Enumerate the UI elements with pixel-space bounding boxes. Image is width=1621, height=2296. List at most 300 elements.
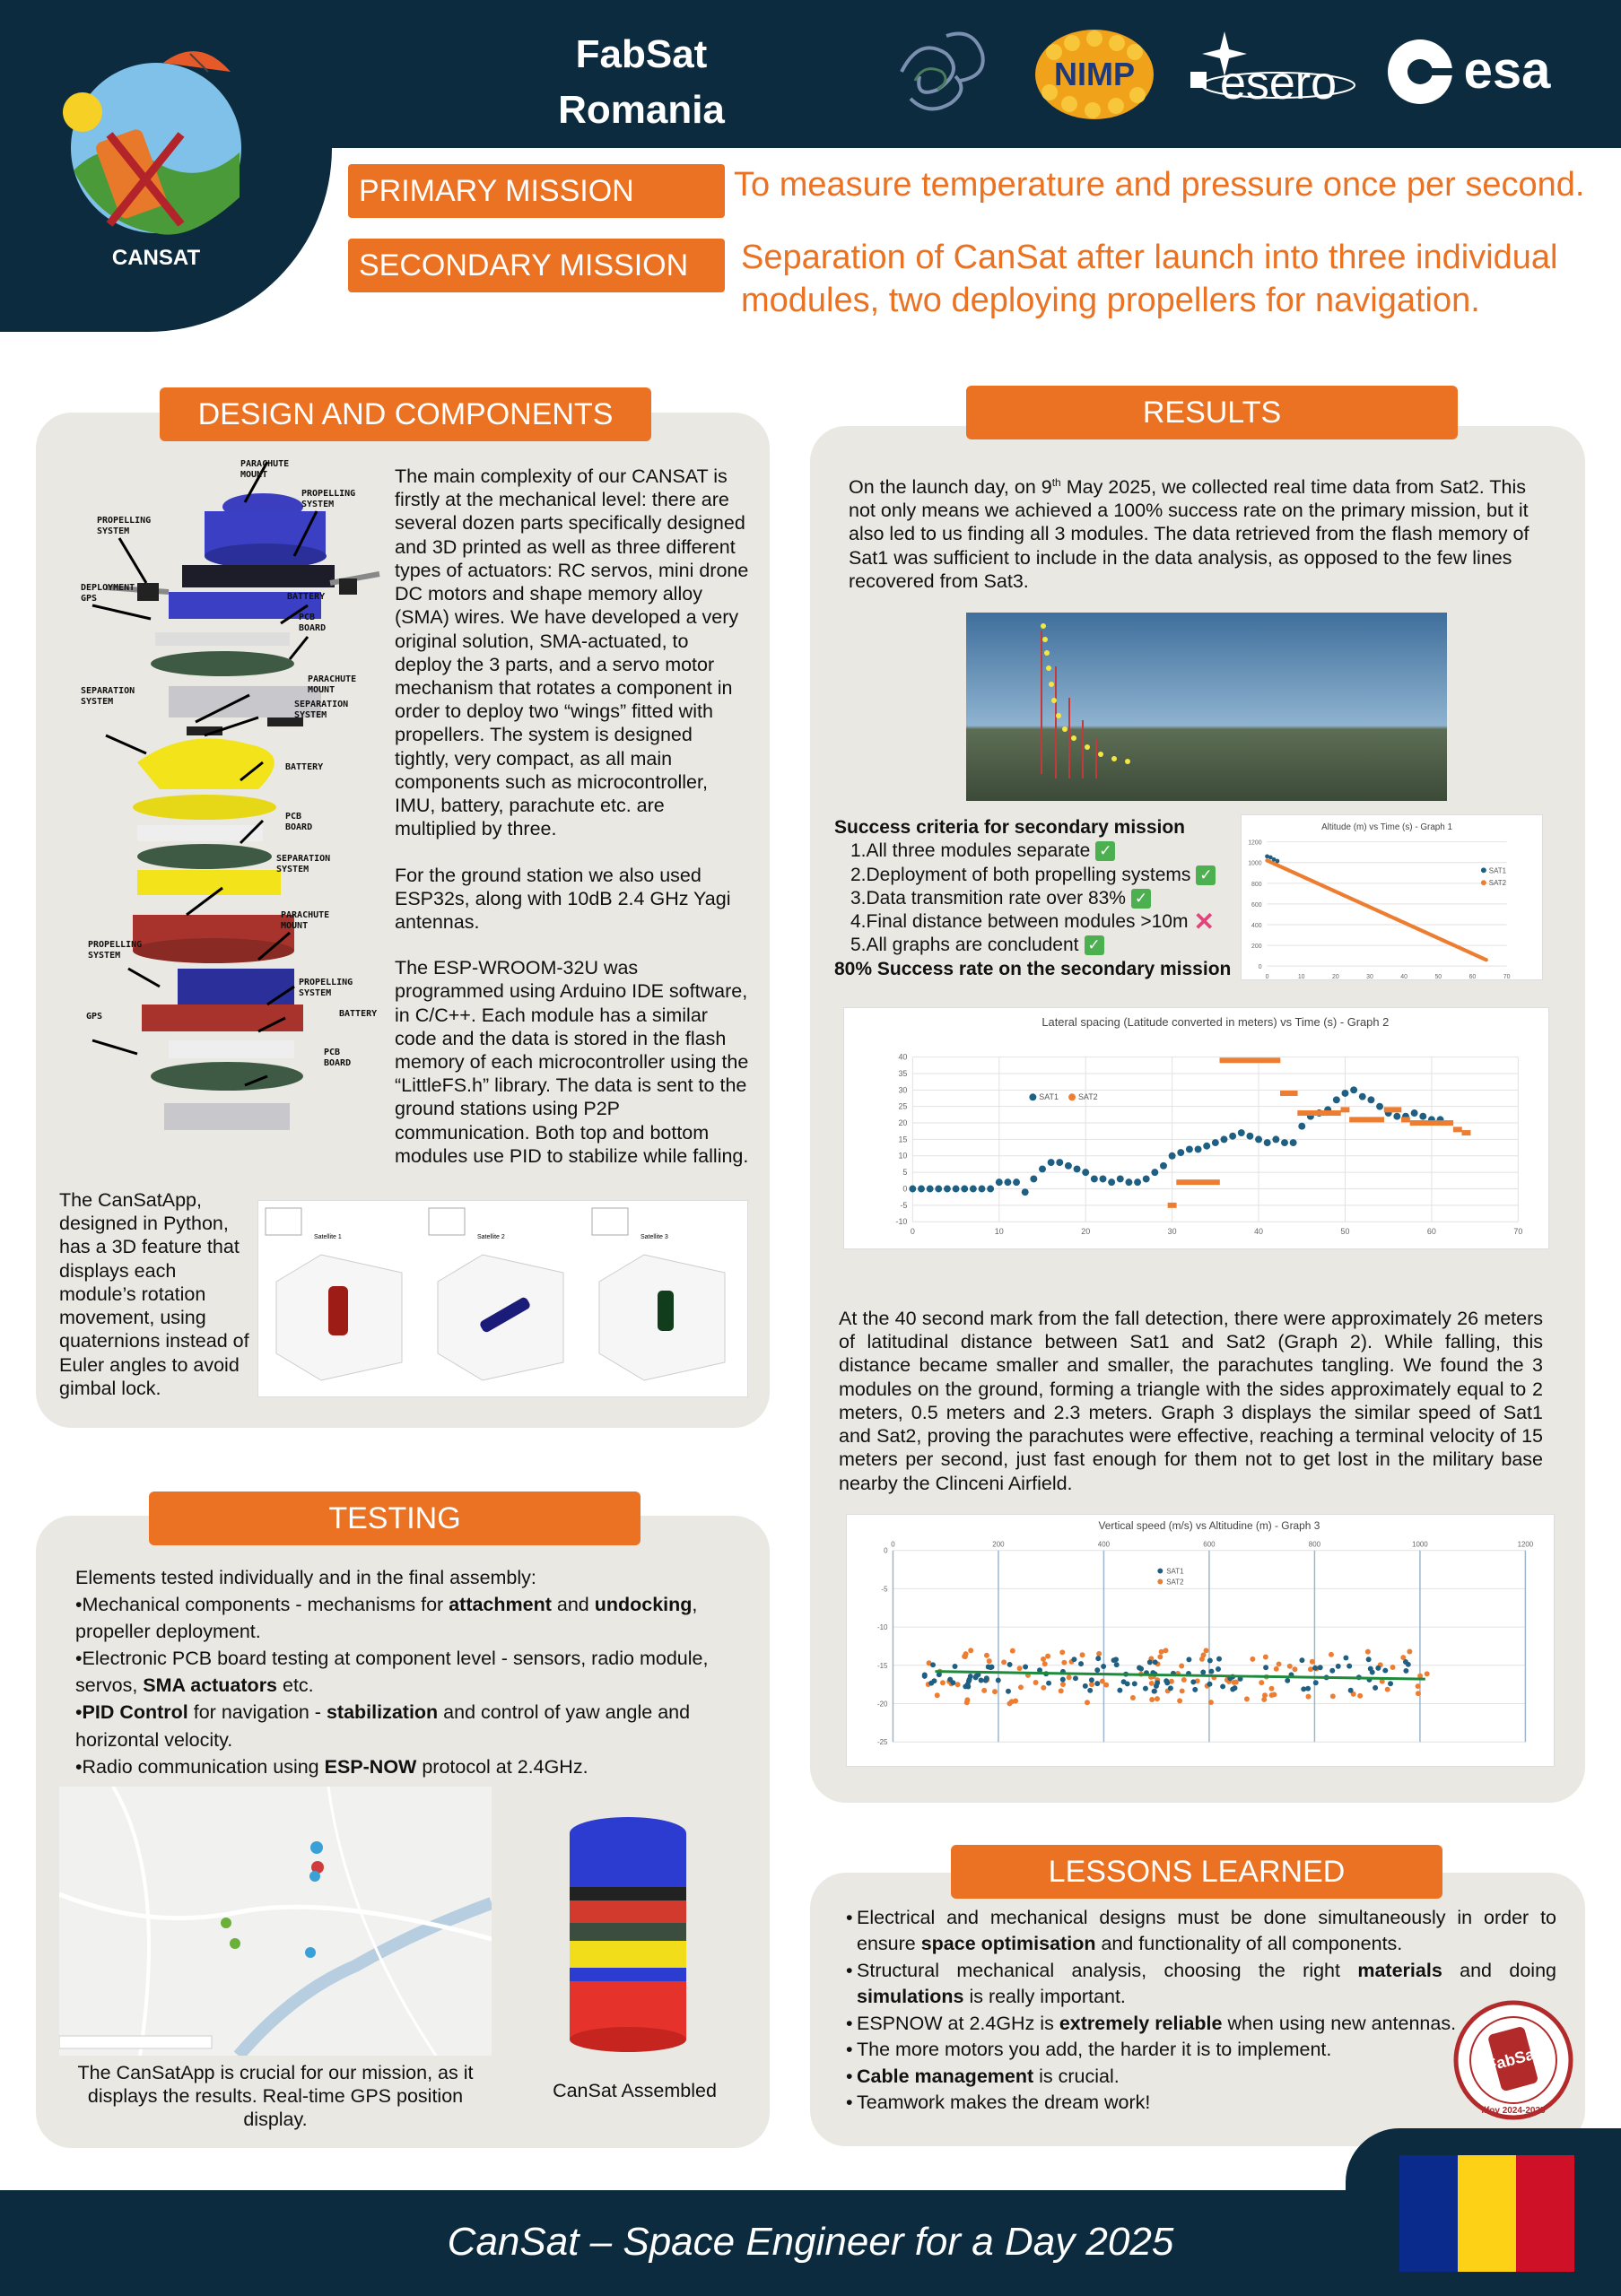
data-point-sat1 — [1056, 1159, 1063, 1166]
data-point-sat1 — [1101, 1664, 1106, 1669]
x-tick-label: 20 — [1331, 974, 1339, 980]
data-point-sat1 — [953, 1664, 958, 1669]
data-point-sat2 — [1375, 1117, 1384, 1122]
y-tick-label: 40 — [898, 1052, 908, 1062]
data-point-sat2 — [1453, 1126, 1462, 1132]
data-point-sat1 — [1220, 1683, 1225, 1689]
lesson-2: • Structural mechanical analysis, choosing the right materials and doing simulations is really important. — [846, 1958, 1556, 2011]
data-point-sat2 — [1329, 1652, 1334, 1657]
data-point-sat1 — [1169, 1152, 1176, 1160]
x-tick-label: 60 — [1468, 974, 1477, 980]
data-point-sat1 — [1094, 1667, 1100, 1673]
data-point-sat2 — [984, 1653, 989, 1658]
x-tick-label: 50 — [1340, 1227, 1350, 1237]
data-point-sat1 — [1125, 1178, 1132, 1186]
graph-3-vertical-speed — [846, 1514, 1555, 1767]
data-point-sat2 — [1305, 1694, 1311, 1700]
label-battery-1: BATTERY — [287, 592, 326, 602]
data-point-sat1 — [1375, 1665, 1381, 1671]
data-point-sat2 — [1194, 1179, 1203, 1185]
data-point-sat2 — [1385, 1687, 1390, 1692]
data-point-sat2 — [1366, 1117, 1375, 1122]
sat1-3d-view — [266, 1208, 402, 1380]
team-name-line1: FabSat — [575, 32, 708, 76]
data-point-sat1 — [979, 1678, 984, 1683]
data-point-sat2 — [1436, 1120, 1445, 1126]
design-text — [395, 465, 749, 1168]
data-point-sat1 — [1318, 1665, 1323, 1670]
data-point-sat1 — [1329, 1668, 1335, 1674]
legend-marker — [1157, 1569, 1163, 1574]
data-point-sat2 — [1228, 1057, 1237, 1063]
criterion-4: 4.Final distance between modules >10m ✕ — [850, 908, 1215, 936]
esero-logo — [1189, 27, 1359, 117]
data-point-sat1 — [988, 1665, 993, 1670]
data-point-sat1 — [1419, 1113, 1426, 1120]
data-point-sat1 — [1134, 1178, 1141, 1186]
data-point-sat1 — [935, 1186, 942, 1193]
data-point-sat2 — [1271, 1692, 1277, 1697]
chart-title: Lateral spacing (Latitude converted in meters) vs Time (s) - Graph 2 — [1041, 1014, 1390, 1029]
team-name-line2: Romania — [558, 87, 725, 132]
lesson-4: • The more motors you add, the harder it is to implement. — [846, 2037, 1556, 2063]
data-point-sat2 — [1204, 1648, 1209, 1653]
data-point-sat1 — [1100, 1176, 1107, 1183]
testing-intro: Elements tested individually and in the final assembly: — [75, 1567, 536, 1588]
lesson-5: • Cable management is crucial. — [846, 2064, 1556, 2090]
data-point-sat2 — [962, 1654, 967, 1659]
data-point-sat1 — [1073, 1675, 1078, 1681]
y-tick-label: 10 — [898, 1151, 908, 1161]
data-point-sat1 — [1065, 1162, 1072, 1170]
data-point-sat2 — [1280, 1091, 1289, 1096]
data-point-sat1 — [1082, 1169, 1089, 1176]
flag-stripe-red — [1516, 2155, 1574, 2272]
data-point-sat1 — [983, 1678, 989, 1683]
flag-stripe-yellow — [1458, 2155, 1516, 2272]
data-point-sat1 — [1388, 1681, 1393, 1686]
data-point-sat2 — [1323, 1110, 1332, 1116]
data-point-sat2 — [1045, 1654, 1050, 1659]
esero-logo-text: esero — [1219, 57, 1338, 109]
data-point-sat1 — [1143, 1176, 1150, 1183]
x-tick-label: 30 — [1366, 974, 1373, 980]
data-point-sat2 — [992, 1689, 998, 1694]
y-tick-label: 15 — [898, 1135, 908, 1144]
results-title: RESULTS — [966, 386, 1458, 439]
y-tick-label: -10 — [877, 1623, 888, 1632]
esa-logo-text: esa — [1463, 41, 1551, 100]
data-point-sat2 — [1181, 1677, 1187, 1683]
data-point-sat2 — [1041, 1657, 1046, 1662]
data-point-sat1 — [996, 1178, 1003, 1186]
data-point-sat2 — [968, 1648, 973, 1653]
data-point-sat1 — [1312, 1665, 1318, 1671]
data-point-sat2 — [1407, 1649, 1412, 1655]
gps-marker-sat3 — [309, 1871, 320, 1882]
footer-title: CanSat – Space Engineer for a Day 2025 — [447, 2220, 1174, 2264]
data-point-sat1 — [1117, 1176, 1124, 1183]
data-point-sat1 — [1367, 1096, 1374, 1103]
cross-icon: ✕ — [1193, 908, 1215, 936]
data-point-sat2 — [1180, 1688, 1185, 1693]
y-tick-label: 600 — [1251, 901, 1262, 909]
data-point-sat2 — [1410, 1120, 1419, 1126]
chart-title: Altitude (m) vs Time (s) - Graph 1 — [1321, 822, 1453, 832]
x-tick-label: 0 — [891, 1540, 895, 1549]
data-point-sat1 — [1083, 1683, 1088, 1689]
data-point-sat1 — [1212, 1139, 1219, 1146]
data-point-sat1 — [1246, 1133, 1253, 1140]
stamp-ring-text: Ilfov 2024-2025 — [1481, 2106, 1546, 2116]
data-point-sat1 — [1163, 1678, 1169, 1683]
data-point-sat2 — [1416, 1691, 1421, 1696]
data-point-sat1 — [1155, 1680, 1160, 1685]
lesson-3: • ESPNOW at 2.4GHz is extremely reliable when using new antennas. — [846, 2011, 1556, 2037]
data-point-sat1 — [1186, 1145, 1193, 1152]
data-point-sat2 — [1444, 1120, 1453, 1126]
data-point-sat2 — [1330, 1693, 1336, 1699]
x-tick-label: 400 — [1097, 1540, 1111, 1549]
data-point-sat2 — [1392, 1107, 1401, 1112]
testing-bullet-radio: •Radio communication using ESP-NOW protocol at 2.4GHz. — [75, 1755, 588, 1778]
data-point-sat1 — [930, 1662, 936, 1667]
data-point-sat1 — [961, 1186, 968, 1193]
data-point-sat1 — [1111, 1657, 1117, 1663]
data-point-sat1 — [1074, 1165, 1081, 1172]
diagram-labels — [70, 448, 388, 1166]
data-point-sat2 — [981, 1688, 987, 1693]
data-point-sat2 — [1042, 1661, 1048, 1666]
data-point-sat1 — [1403, 1668, 1408, 1674]
y-tick-label: 1200 — [1248, 839, 1262, 847]
data-point-sat1 — [1152, 1689, 1157, 1694]
data-point-sat2 — [1269, 1686, 1275, 1692]
data-point-sat2 — [1080, 1652, 1085, 1657]
data-point-sat1 — [1087, 1688, 1093, 1693]
testing-bullet-pid: •PID Control for navigation - stabilization and control of yaw angle and horizontal velocity. — [75, 1701, 691, 1751]
data-point-sat1 — [1121, 1679, 1127, 1684]
primary-mission-text: To measure temperature and pressure once per second. — [734, 166, 1585, 204]
label-separation-system-1: SEPARATION SYSTEM — [81, 686, 135, 707]
label-parachute-mount-2: PARACHUTE MOUNT — [308, 674, 357, 695]
label-pcb-board-2: PCB BOARD — [285, 812, 313, 832]
legend-label: SAT1 — [1166, 1567, 1184, 1576]
data-point-sat1 — [1406, 1662, 1411, 1667]
label-separation-system-3: SEPARATION SYSTEM — [276, 854, 331, 874]
label-propelling-system-1: PROPELLING SYSTEM — [301, 489, 356, 509]
data-point-sat2 — [1365, 1649, 1371, 1655]
y-tick-label: 25 — [898, 1101, 908, 1111]
label-propelling-system-3: PROPELLING SYSTEM — [88, 940, 143, 961]
data-point-sat1 — [927, 1186, 934, 1193]
data-point-sat2 — [1179, 1664, 1184, 1669]
data-point-sat2 — [1250, 1657, 1255, 1662]
data-point-sat2 — [1306, 1110, 1315, 1116]
x-tick-label: 70 — [1503, 974, 1511, 980]
data-point-sat2 — [1271, 1057, 1280, 1063]
gps-marker-ground-1 — [221, 1918, 231, 1928]
data-point-sat1 — [928, 1681, 934, 1686]
data-point-sat2 — [1060, 1682, 1066, 1687]
data-point-sat2 — [1292, 1666, 1297, 1672]
label-pcb-board-1: PCB BOARD — [299, 613, 327, 633]
stamp-text: FabSat — [1485, 2043, 1542, 2075]
data-point-sat1 — [1382, 1668, 1388, 1674]
data-point-sat2 — [1001, 1659, 1007, 1665]
data-point-sat1 — [996, 1677, 1001, 1683]
graph-2-lateral-spacing — [843, 1007, 1549, 1249]
legend-label: SAT1 — [1039, 1092, 1059, 1102]
data-point-sat2 — [1100, 1679, 1105, 1684]
data-point-sat1 — [1207, 1682, 1212, 1687]
data-point-sat1 — [1091, 1176, 1098, 1183]
data-point-sat1 — [1006, 1689, 1011, 1694]
data-point-sat2 — [1059, 1688, 1064, 1693]
label-parachute-mount-3: PARACHUTE MOUNT — [281, 910, 330, 931]
data-point-sat2 — [1130, 1695, 1136, 1700]
data-point-sat1 — [1186, 1657, 1191, 1662]
data-point-sat1 — [1298, 1123, 1305, 1130]
design-title: DESIGN AND COMPONENTS — [160, 387, 651, 441]
data-point-sat1 — [1192, 1687, 1198, 1692]
data-point-sat1 — [1393, 1113, 1400, 1120]
criterion-2: 2.Deployment of both propelling systems ✓ — [850, 864, 1247, 887]
gps-map — [59, 1787, 492, 2056]
results-para-2: At the 40 second mark from the fall detection, there were approximately 26 meters of latitudinal distance between Sat1 and Sat2 (Graph 2). While falling, this distance became smaller and smaller, the parachutes tangling. We found the 3 modules on the ground, forming a triangle with the sides approximately equal to 2 meters, 0.5 meters and 2.3 meters. Graph 3 displays the similar speed of Sat1 and Sat2, proving the parachutes were effective, reaching a terminal velocity of 15 meters per second, just fast enough for them not to get lost in the military base nearby the Clinceni Airfield. — [839, 1308, 1543, 1494]
data-point-sat2 — [1277, 1661, 1282, 1666]
legend-label: SAT2 — [1488, 879, 1507, 888]
x-tick-label: 10 — [994, 1227, 1004, 1237]
data-point-sat1 — [1305, 1686, 1311, 1692]
data-point-sat2 — [1315, 1110, 1324, 1116]
data-point-sat2 — [1425, 1671, 1430, 1676]
data-point-sat1 — [1114, 1662, 1120, 1667]
data-point-sat2 — [1018, 1684, 1024, 1690]
data-point-sat1 — [1048, 1159, 1055, 1166]
data-point-sat1 — [973, 1674, 979, 1679]
sat3-view-title: Satellite 3 — [641, 1234, 668, 1240]
data-point-sat2 — [955, 1682, 961, 1687]
data-point-sat2 — [1390, 1665, 1396, 1670]
data-point-sat1 — [1046, 1681, 1051, 1686]
data-point-sat2 — [1237, 1057, 1246, 1063]
nimp-logo — [1032, 25, 1157, 124]
data-point-sat2 — [1485, 958, 1488, 961]
sat2-view-title: Satellite 2 — [477, 1234, 505, 1240]
data-point-sat1 — [1368, 1666, 1373, 1672]
data-point-sat1 — [970, 1186, 977, 1193]
lessons-title: LESSONS LEARNED — [951, 1845, 1442, 1899]
success-rate: 80% Success rate on the secondary mission — [834, 958, 1232, 979]
data-point-sat1 — [909, 1186, 916, 1193]
data-point-sat1 — [1359, 1093, 1366, 1100]
check-icon: ✓ — [1095, 841, 1115, 861]
y-tick-label: 0 — [1258, 964, 1262, 971]
x-tick-label: 600 — [1203, 1540, 1216, 1549]
data-point-sat1 — [1376, 1103, 1383, 1110]
check-icon: ✓ — [1085, 935, 1104, 955]
chart-title: Vertical speed (m/s) vs Altitudine (m) - Graph 3 — [1098, 1518, 1320, 1532]
label-deployment-gps: DEPLOYMENT GPS — [81, 583, 135, 604]
data-point-sat2 — [1259, 1680, 1264, 1685]
legend-marker — [1068, 1093, 1076, 1100]
data-point-sat2 — [1007, 1700, 1012, 1706]
criterion-5: 5.All graphs are concludent ✓ — [850, 934, 1247, 957]
data-point-sat2 — [1427, 1120, 1436, 1126]
data-point-sat2 — [1168, 1203, 1177, 1208]
y-tick-label: 0 — [902, 1184, 908, 1194]
cansatapp-text: The CanSatApp, designed in Python, has a 3D feature that displays each module’s rotation movement, using quaternions instead of Euler angles to avoid gimbal lock. — [59, 1189, 249, 1399]
legend-marker — [1481, 880, 1486, 885]
esa-logo — [1386, 36, 1565, 108]
secondary-mission-label: SECONDARY MISSION — [348, 239, 725, 292]
data-point-sat1 — [1346, 1664, 1352, 1669]
data-point-sat2 — [1310, 1659, 1315, 1665]
data-point-sat1 — [1208, 1669, 1214, 1674]
data-point-sat1 — [1147, 1659, 1153, 1665]
data-point-sat1 — [1216, 1657, 1222, 1662]
x-tick-label: 60 — [1426, 1227, 1436, 1237]
check-icon: ✓ — [1196, 865, 1216, 885]
data-point-sat2 — [935, 1692, 940, 1698]
testing-bullet-mechanical: •Mechanical components - mechanisms for attachment and undocking, propeller deployment. — [75, 1594, 698, 1643]
data-point-sat2 — [1341, 1107, 1350, 1112]
sat3-3d-view — [592, 1208, 725, 1380]
data-point-sat2 — [1287, 1664, 1293, 1669]
data-point-sat1 — [968, 1674, 973, 1679]
y-tick-label: 35 — [898, 1068, 908, 1078]
data-point-sat2 — [940, 1680, 946, 1685]
data-point-sat1 — [987, 1186, 994, 1193]
data-point-sat2 — [1358, 1117, 1367, 1122]
y-tick-label: -5 — [900, 1200, 908, 1210]
data-point-sat1 — [1203, 1143, 1210, 1150]
label-separation-system-2: SEPARATION SYSTEM — [294, 700, 349, 720]
data-point-sat2 — [1263, 1655, 1268, 1660]
data-point-sat1 — [1238, 1129, 1245, 1136]
data-point-sat2 — [1401, 1117, 1410, 1122]
data-point-sat1 — [1013, 1178, 1020, 1186]
gps-marker-ground-2 — [230, 1938, 240, 1949]
data-point-sat2 — [1085, 1700, 1090, 1705]
cansat-logo-text: CANSAT — [111, 246, 201, 270]
y-tick-label: 0 — [884, 1546, 888, 1555]
criterion-1: 1.All three modules separate ✓ — [850, 839, 1247, 863]
data-point-sat1 — [1299, 1657, 1304, 1663]
data-point-sat1 — [1117, 1688, 1122, 1693]
cansat-logo — [56, 36, 257, 287]
label-parachute-mount-1: PARACHUTE MOUNT — [240, 459, 290, 480]
data-point-sat2 — [1010, 1648, 1015, 1654]
data-point-sat1 — [1177, 1149, 1184, 1156]
data-point-sat1 — [1343, 1655, 1348, 1660]
data-point-sat2 — [1263, 1057, 1272, 1063]
data-point-sat2 — [1262, 1692, 1268, 1698]
x-tick-label: 10 — [1297, 974, 1305, 980]
data-point-sat2 — [1254, 1057, 1263, 1063]
orientation-3d-views — [257, 1200, 748, 1397]
data-point-sat2 — [1232, 1680, 1237, 1685]
label-pcb-board-3: PCB BOARD — [324, 1048, 352, 1068]
data-point-sat1 — [1108, 1178, 1115, 1186]
data-point-sat1 — [1207, 1658, 1213, 1664]
success-criteria — [834, 816, 1247, 981]
data-point-sat1 — [1039, 1165, 1046, 1172]
x-tick-label: 50 — [1434, 974, 1442, 980]
data-point-sat2 — [1289, 1091, 1298, 1096]
data-point-sat2 — [1274, 1666, 1279, 1672]
data-point-sat1 — [1290, 1139, 1297, 1146]
primary-mission-label: PRIMARY MISSION — [348, 164, 725, 218]
data-point-sat1 — [1060, 1677, 1066, 1683]
data-point-sat1 — [1229, 1133, 1236, 1140]
data-point-sat1 — [1071, 1657, 1076, 1662]
data-point-sat1 — [1190, 1679, 1196, 1684]
x-tick-label: 1200 — [1517, 1540, 1534, 1549]
data-point-sat1 — [1078, 1661, 1084, 1666]
data-point-sat1 — [1137, 1665, 1142, 1671]
y-tick-label: -10 — [895, 1217, 908, 1227]
data-point-sat2 — [1384, 1107, 1393, 1112]
data-point-sat2 — [1149, 1681, 1155, 1686]
data-point-sat1 — [1132, 1681, 1137, 1686]
data-point-sat2 — [1067, 1674, 1072, 1680]
data-point-sat1 — [1272, 1135, 1279, 1143]
data-point-sat1 — [1281, 1139, 1288, 1146]
lesson-1: • Electrical and mechanical designs must be done simultaneously in order to ensure space optimisation and functionality of all components. — [846, 1905, 1556, 1958]
y-tick-label: -5 — [881, 1585, 888, 1594]
data-point-sat1 — [918, 1186, 925, 1193]
y-tick-label: 1000 — [1248, 860, 1262, 867]
graph-1-altitude-vs-time — [1241, 814, 1543, 980]
y-tick-label: 400 — [1251, 922, 1262, 929]
data-point-sat2 — [1418, 1120, 1427, 1126]
cansat-assembled-photo — [547, 1813, 709, 2056]
data-point-sat2 — [1177, 1698, 1182, 1703]
data-point-sat1 — [1411, 1109, 1418, 1117]
x-tick-label: 20 — [1081, 1227, 1091, 1237]
data-point-sat1 — [1094, 1681, 1100, 1686]
data-point-sat1 — [1333, 1096, 1340, 1103]
nimp-logo-text: NIMP — [1054, 56, 1135, 92]
check-icon: ✓ — [1131, 889, 1151, 909]
design-para-1: The main complexity of our CANSAT is firstly at the mechanical level: there are several dozen parts specifically designed and 3D printed as well as three different types of actuators: RC servos, mini drone DC motors and shape memory alloy (SMA) wires. We have developed a very original solution, SMA-actuated, to deploy the 3 parts, and a servo motor mechanism that rotates a component in order to deploy two “wings” fitted with propellers. The system is designed tightly, very compact, as all main components such as microcontroller, IMU, battery, parachute etc. are multiplied by three. — [395, 465, 749, 840]
data-point-sat1 — [1007, 1662, 1013, 1667]
x-tick-label: 1000 — [1412, 1540, 1428, 1549]
team-name — [520, 27, 763, 137]
data-point-sat2 — [1157, 1654, 1163, 1659]
data-point-sat2 — [1308, 1666, 1313, 1672]
x-tick-label: 0 — [910, 1227, 915, 1237]
data-point-sat2 — [987, 1658, 992, 1664]
data-point-sat1 — [1373, 1685, 1378, 1691]
data-point-sat1 — [1160, 1162, 1167, 1170]
legend-marker — [1157, 1578, 1163, 1584]
data-point-sat1 — [1143, 1686, 1148, 1692]
criteria-title: Success criteria for secondary mission — [834, 817, 1186, 838]
data-point-sat2 — [1061, 1660, 1067, 1665]
data-point-sat2 — [1220, 1057, 1229, 1063]
x-tick-label: 40 — [1254, 1227, 1264, 1237]
data-point-sat2 — [1202, 1179, 1211, 1185]
data-point-sat1 — [1022, 1188, 1029, 1196]
gps-marker-ground-3 — [305, 1947, 316, 1958]
x-tick-label: 200 — [992, 1540, 1005, 1549]
data-point-sat1 — [1366, 1657, 1372, 1662]
data-point-sat2 — [1041, 1685, 1046, 1691]
data-point-sat2 — [1149, 1697, 1155, 1702]
